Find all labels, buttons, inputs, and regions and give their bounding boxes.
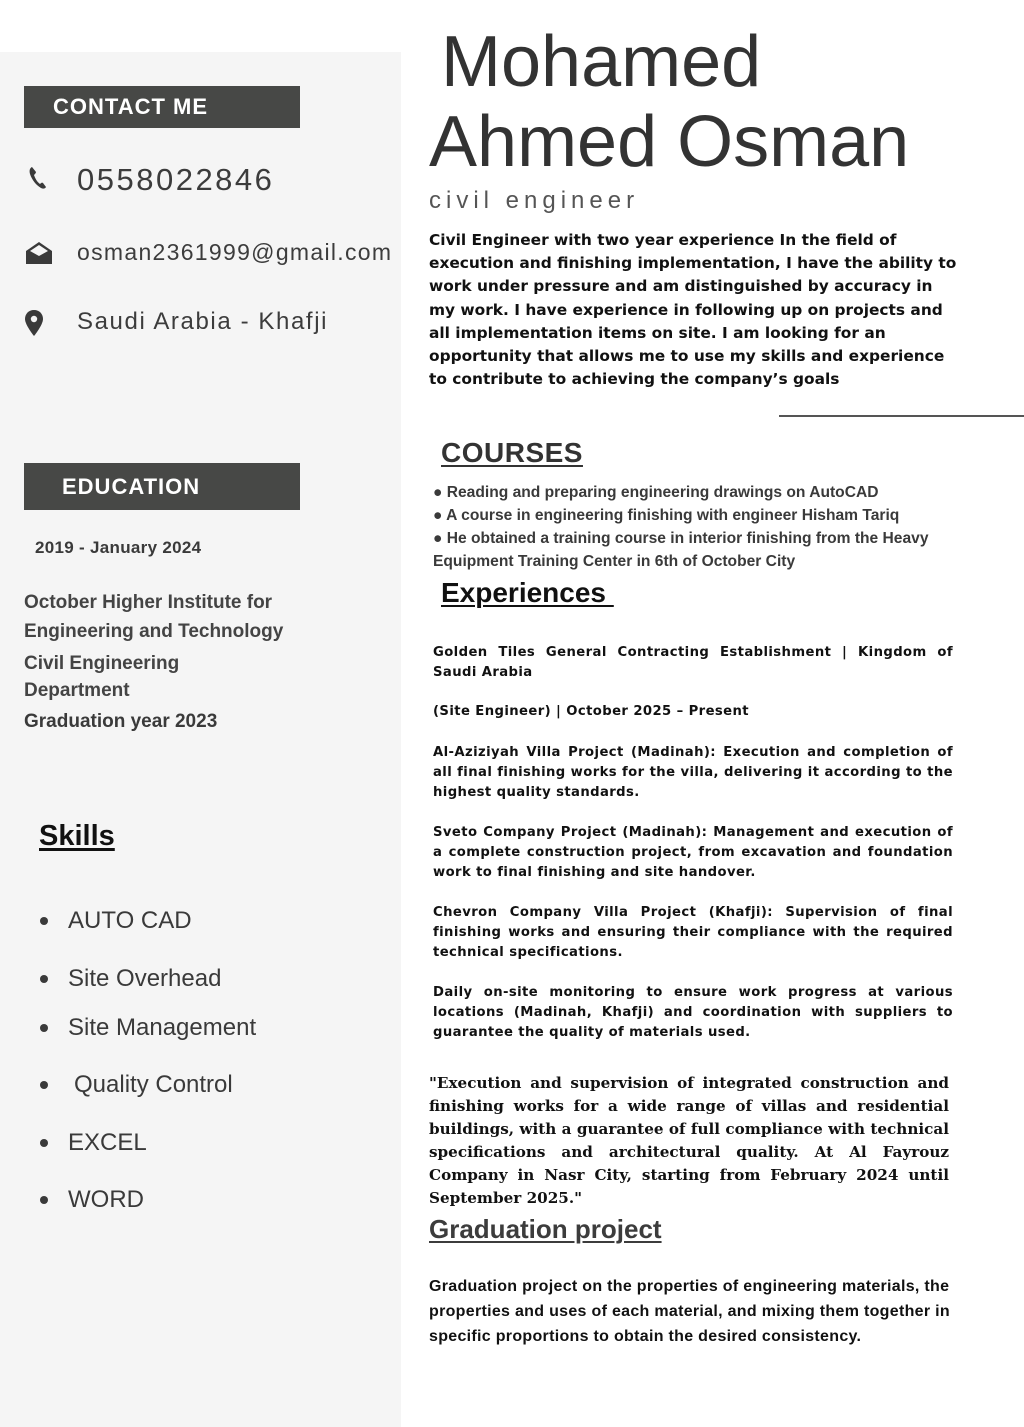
bullet-icon — [40, 917, 48, 925]
location: Saudi Arabia - Khafji — [77, 308, 329, 335]
course-item: ● He obtained a training course in interior finishing from the Heavy Equipment Training Center in 6th of October City — [433, 530, 929, 570]
experience-project: Al-Aziziyah Villa Project (Madinah): Execution and completion of all final finishing works for the villa, delivering it according to the highest quality standards. — [433, 745, 953, 800]
skill-label: Site Management — [68, 1014, 257, 1041]
email-address[interactable]: osman2361999@gmail.com — [77, 239, 393, 265]
phone-number[interactable]: 0558022846 — [77, 162, 275, 197]
experience-project: Sveto Company Project (Madinah): Management and execution of a complete construction project, from excavation and foundation work to final finishing and site handover. — [433, 825, 953, 880]
education-heading: EDUCATION — [24, 463, 300, 510]
name-last: Ahmed Osman — [429, 102, 910, 182]
education-institute: October Higher Institute for Engineering and Technology — [24, 592, 284, 642]
skill-label: EXCEL — [68, 1129, 147, 1156]
education-graduation-year: Graduation year 2023 — [24, 711, 218, 732]
experience-project: Chevron Company Villa Project (Khafji): Supervision of final finishing works and ensuring their compliance with the required technical specifications. — [433, 905, 953, 960]
skill-label: Quality Control — [74, 1071, 233, 1098]
map-pin-icon — [24, 309, 44, 341]
skill-label: Site Overhead — [68, 965, 222, 992]
job-title: civil engineer — [429, 187, 640, 214]
bullet-icon — [40, 1196, 48, 1204]
experiences-heading: Experiences — [441, 577, 614, 608]
graduation-project-text: Graduation project on the properties of engineering materials, the properties and uses of each material, and mixing them together in specific proportions to obtain the desired consistency. — [429, 1278, 950, 1345]
courses-heading: COURSES — [441, 437, 583, 468]
bullet-icon — [40, 1139, 48, 1147]
bullet-icon — [40, 975, 48, 983]
previous-experience: "Execution and supervision of integrated construction and finishing works for a wide range of villas and residential buildings, with a guarantee of full compliance with technical specifications and architectural quality. At Al Fayrouz Company in Nasr City, starting from February 2024 until September 2025." — [429, 1074, 949, 1207]
skill-item — [40, 907, 192, 935]
phone-icon — [27, 165, 49, 195]
bullet-icon — [40, 1024, 48, 1032]
course-item: ● A course in engineering finishing with engineer Hisham Tariq — [433, 507, 900, 524]
section-divider — [779, 415, 1024, 417]
education-department: Civil Engineering Department — [24, 653, 180, 701]
experience-position: (Site Engineer) | October 2025 – Present — [433, 704, 749, 719]
skills-heading: Skills — [39, 820, 115, 852]
bullet-icon — [40, 1081, 48, 1089]
skill-label: WORD — [68, 1186, 144, 1213]
profile-summary: Civil Engineer with two year experience In the field of execution and finishing implementation, I have the ability to work under pressure and am distinguished by accuracy in my work. I have experience in following up on projects and all implementation items on site. I am looking for an opportunity that allows me to use my skills and experience to contribute to achieving the company’s goals — [429, 231, 957, 389]
courses-list — [433, 481, 933, 573]
contact-heading: CONTACT ME — [24, 86, 300, 128]
course-item: ● Reading and preparing engineering drawings on AutoCAD — [433, 484, 879, 501]
name-first: Mohamed — [441, 22, 762, 102]
skill-item — [40, 1014, 256, 1042]
experience-project: Daily on-site monitoring to ensure work progress at various locations (Madinah, Khafji) and coordination with suppliers to guarantee the quality of materials used. — [433, 985, 953, 1040]
skill-item — [40, 1071, 233, 1099]
skill-item — [40, 965, 221, 993]
skill-item — [40, 1129, 147, 1157]
graduation-project-heading: Graduation project — [429, 1214, 662, 1244]
envelope-open-icon — [25, 241, 53, 269]
skill-label: AUTO CAD — [68, 907, 192, 934]
experience-company: Golden Tiles General Contracting Establishment | Kingdom of Saudi Arabia — [433, 645, 953, 680]
education-dates: 2019 - January 2024 — [35, 538, 202, 557]
skill-item — [40, 1186, 144, 1214]
